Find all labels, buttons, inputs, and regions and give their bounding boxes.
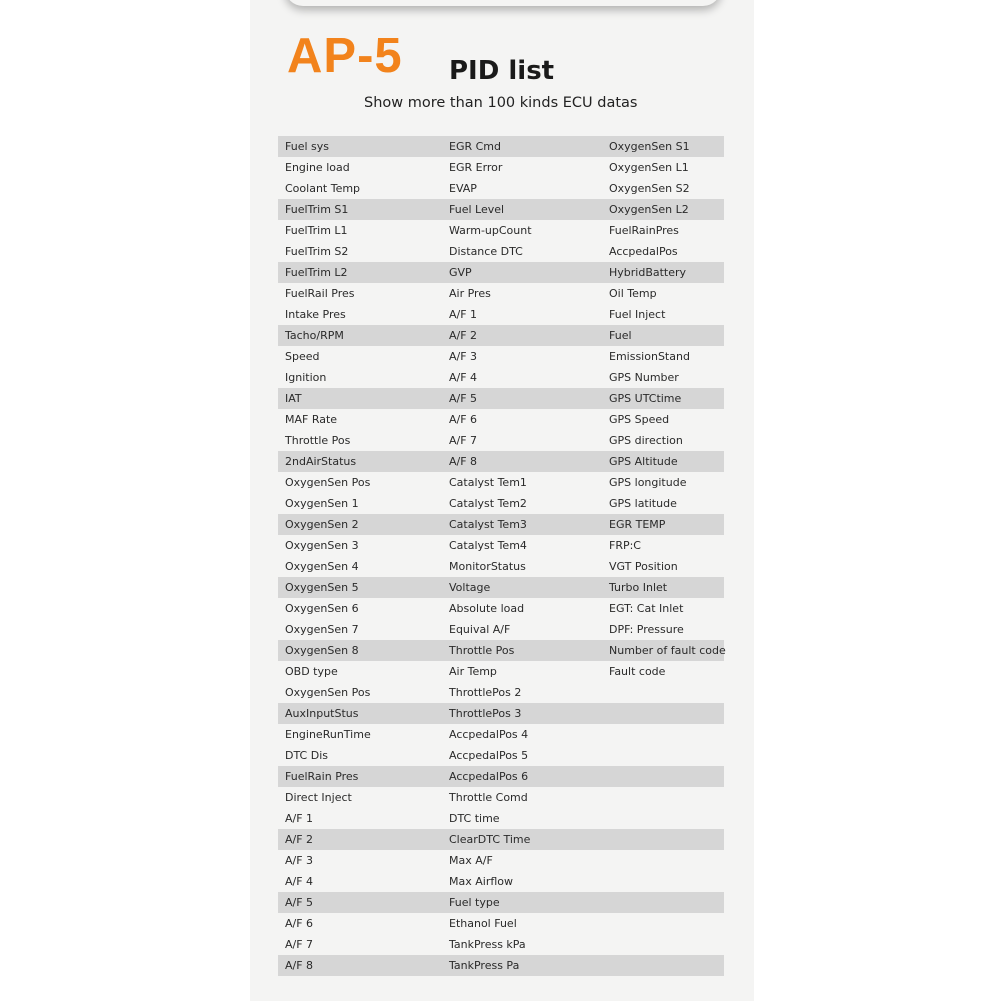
table-row [278,388,724,409]
pid-cell: A/F 1 [285,812,314,825]
pid-cell: OBD type [285,665,338,678]
pid-cell: Coolant Temp [285,182,361,195]
pid-cell: OxygenSen 1 [285,497,359,510]
pid-cell: Equival A/F [449,623,511,636]
pid-cell: A/F 2 [449,329,478,342]
page-subtitle: Show more than 100 kinds ECU datas [364,95,638,111]
table-row [278,724,724,745]
table-row [278,493,724,514]
pid-cell: DPF: Pressure [609,623,684,636]
pid-cell: Throttle Pos [449,644,515,657]
pid-cell: A/F 5 [285,896,314,909]
pid-cell: Absolute load [449,602,525,615]
pid-cell: FuelRail Pres [285,287,355,300]
pid-cell: Catalyst Tem2 [449,497,527,510]
pid-cell: Catalyst Tem1 [449,476,527,489]
pid-cell: 2ndAirStatus [285,455,357,468]
pid-cell: FuelRainPres [609,224,679,237]
pid-cell: FuelTrim L1 [285,224,348,237]
pid-cell: EGR Cmd [449,140,501,153]
pid-cell: FuelTrim S2 [285,245,349,258]
pid-cell: Catalyst Tem4 [449,539,527,552]
table-row [278,619,724,640]
pid-cell: Fuel Level [449,203,505,216]
pid-cell: ClearDTC Time [449,833,531,846]
table-row [278,640,724,661]
pid-cell: Speed [285,350,320,363]
pid-cell: TankPress kPa [449,938,526,951]
pid-cell: GPS Altitude [609,455,678,468]
table-row [278,514,724,535]
pid-cell: GPS latitude [609,497,677,510]
pid-cell: EngineRunTime [285,728,371,741]
pid-cell: OxygenSen 4 [285,560,359,573]
pid-cell: Turbo Inlet [609,581,668,594]
pid-cell: GPS UTCtime [609,392,682,405]
pid-cell: Engine load [285,161,350,174]
table-row [278,451,724,472]
pid-cell: Fuel type [449,896,500,909]
pid-cell: A/F 5 [449,392,478,405]
pid-cell: OxygenSen 7 [285,623,359,636]
table-row [278,346,724,367]
pid-cell: OxygenSen 8 [285,644,359,657]
pid-cell: Ethanol Fuel [449,917,517,930]
pid-cell: A/F 6 [285,917,314,930]
pid-cell: A/F 4 [449,371,478,384]
pid-cell: Fuel [609,329,632,342]
pid-cell: Voltage [449,581,491,594]
pid-cell: FuelTrim S1 [285,203,349,216]
pid-cell: A/F 1 [449,308,478,321]
table-row [278,808,724,829]
page-title: PID list [449,56,555,86]
pid-cell: A/F 2 [285,833,314,846]
pid-cell: OxygenSen 2 [285,518,359,531]
pid-cell: EGR TEMP [609,518,666,531]
pid-cell: OxygenSen L2 [609,203,689,216]
pid-cell: Throttle Pos [285,434,351,447]
pid-cell: Intake Pres [285,308,346,321]
table-row [278,892,724,913]
pid-cell: FRP:C [609,539,641,552]
table-row [278,262,724,283]
pid-cell: OxygenSen L1 [609,161,689,174]
table-row [278,472,724,493]
table-row [278,136,724,157]
table-row [278,409,724,430]
pid-cell: DTC time [449,812,500,825]
pid-cell: MAF Rate [285,413,338,426]
pid-cell: EGT: Cat Inlet [609,602,684,615]
pid-cell: ThrottlePos 3 [449,707,522,720]
table-row [278,934,724,955]
table-row [278,199,724,220]
table-row [278,304,724,325]
product-name: AP-5 [287,29,403,83]
pid-cell: AccpedalPos 6 [449,770,529,783]
pid-cell: Throttle Comd [449,791,528,804]
pid-cell: Air Temp [449,665,497,678]
pid-cell: Ignition [285,371,327,384]
pid-cell: A/F 8 [449,455,478,468]
pid-cell: AuxInputStus [285,707,359,720]
pid-cell: TankPress Pa [449,959,520,972]
pid-cell: OxygenSen S2 [609,182,690,195]
pid-cell: Oil Temp [609,287,657,300]
pid-cell: A/F 3 [285,854,314,867]
pid-cell: FuelTrim L2 [285,266,348,279]
pid-cell: AccpedalPos 5 [449,749,529,762]
table-row [278,745,724,766]
pid-cell: Max A/F [449,854,493,867]
pid-cell: EmissionStand [609,350,690,363]
pid-cell: GPS longitude [609,476,687,489]
pid-cell: Fuel Inject [609,308,666,321]
table-row [278,913,724,934]
pid-cell: OxygenSen 6 [285,602,359,615]
pid-cell: Max Airflow [449,875,513,888]
pid-cell: Catalyst Tem3 [449,518,527,531]
table-row [278,661,724,682]
pid-cell: GPS Number [609,371,679,384]
table-row [278,178,724,199]
pid-cell: A/F 8 [285,959,314,972]
table-row [278,955,724,976]
pid-cell: A/F 3 [449,350,478,363]
table-row [278,157,724,178]
pid-cell: A/F 4 [285,875,314,888]
pid-cell: GPS Speed [609,413,670,426]
pid-cell: EGR Error [449,161,503,174]
pid-cell: Direct Inject [285,791,352,804]
pid-cell: Tacho/RPM [285,329,344,342]
pid-cell: Fault code [609,665,666,678]
table-row [278,871,724,892]
pid-cell: AccpedalPos 4 [449,728,529,741]
table-row [278,556,724,577]
table-row [278,766,724,787]
pid-cell: Distance DTC [449,245,523,258]
pid-cell: OxygenSen Pos [285,476,371,489]
pid-cell: Number of fault code [609,644,726,657]
pid-cell: A/F 6 [449,413,478,426]
table-row [278,598,724,619]
table-row [278,829,724,850]
pid-cell: A/F 7 [285,938,314,951]
table-row [278,682,724,703]
table-row [278,220,724,241]
pid-cell: GPS direction [609,434,683,447]
table-row [278,325,724,346]
table-row [278,367,724,388]
pid-cell: Fuel sys [285,140,329,153]
table-row [278,850,724,871]
pid-cell: OxygenSen Pos [285,686,371,699]
table-row [278,787,724,808]
pid-cell: VGT Position [609,560,678,573]
pid-cell: IAT [285,392,302,405]
pid-cell: Warm-upCount [449,224,532,237]
pid-table [278,136,724,976]
pid-cell: ThrottlePos 2 [449,686,522,699]
pid-cell: DTC Dis [285,749,328,762]
pid-cell: Air Pres [449,287,491,300]
table-row [278,535,724,556]
table-row [278,577,724,598]
table-row [278,283,724,304]
table-row [278,241,724,262]
pid-cell: MonitorStatus [449,560,526,573]
pid-cell: A/F 7 [449,434,478,447]
pid-cell: OxygenSen S1 [609,140,690,153]
pid-cell: OxygenSen 3 [285,539,359,552]
pid-cell: HybridBattery [609,266,687,279]
table-row [278,703,724,724]
pid-cell: FuelRain Pres [285,770,359,783]
pid-cell: EVAP [449,182,477,195]
table-row [278,430,724,451]
pid-cell: AccpedalPos [609,245,678,258]
pid-cell: GVP [449,266,472,279]
pid-cell: OxygenSen 5 [285,581,359,594]
top-card-edge [285,0,721,6]
